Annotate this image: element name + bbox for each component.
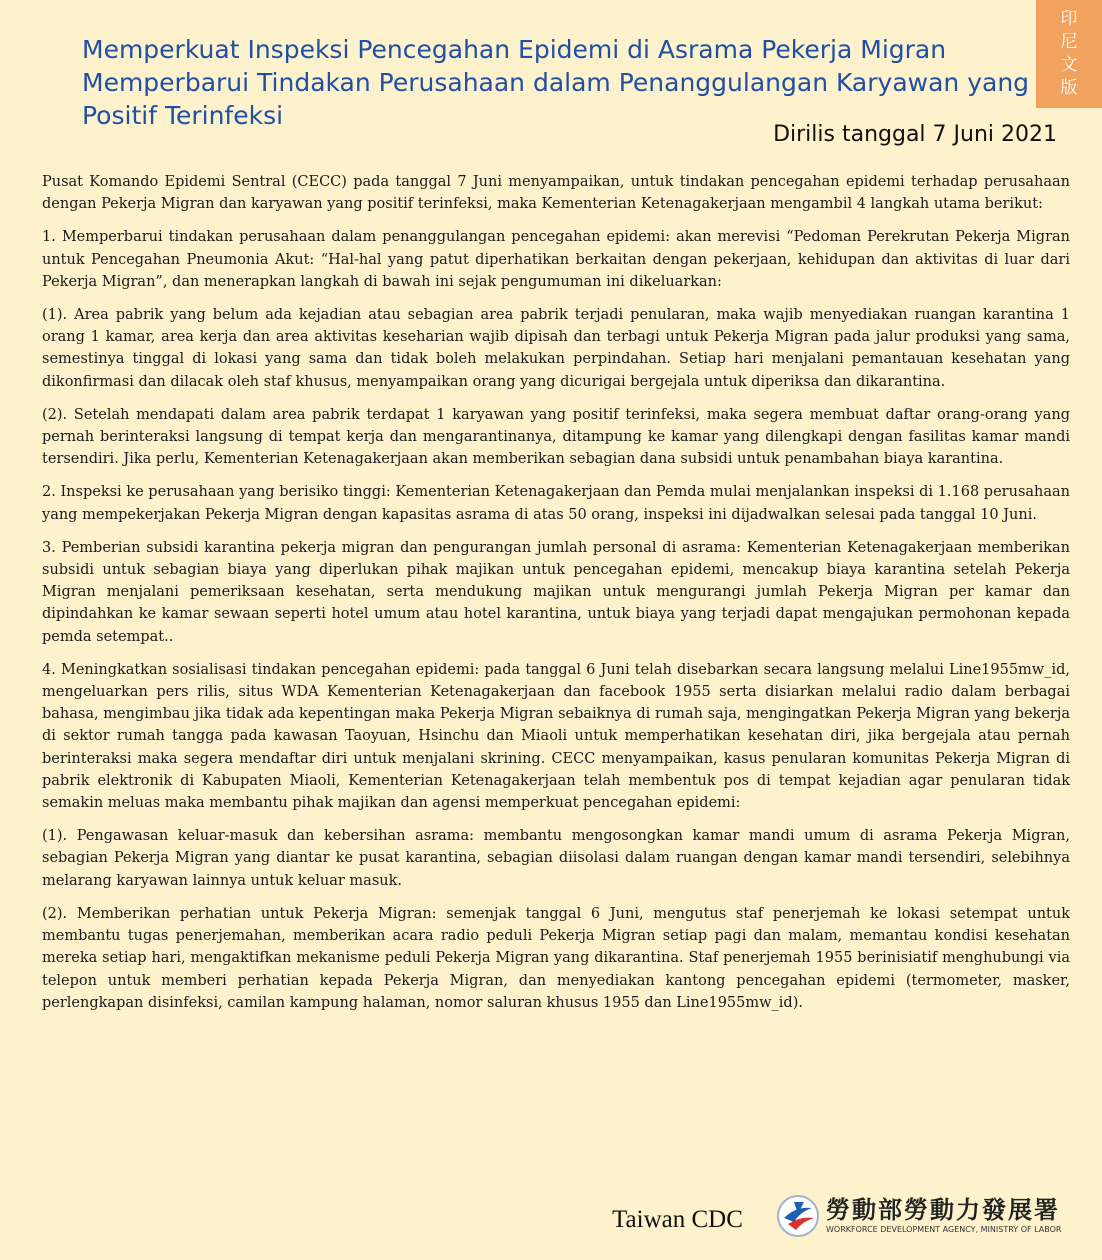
release-date: Dirilis tanggal 7 Juni 2021 [773, 122, 1057, 147]
title-line: Memperkuat Inspeksi Pencegahan Epidemi di Asrama Pekerja Migran [82, 35, 947, 64]
language-tag-char: 文 [1060, 55, 1078, 75]
language-tag-char: 尼 [1060, 32, 1078, 52]
agency-name-en: WORKFORCE DEVELOPMENT AGENCY, MINISTRY OF LABOR [826, 1225, 1062, 1234]
taiwan-cdc-logo: Taiwan CDC [612, 1206, 743, 1233]
language-tag-char: 印 [1060, 9, 1078, 29]
body-paragraph: 4. Meningkatkan sosialisasi tindakan pencegahan epidemi: pada tanggal 6 Juni telah disebarkan secara langsung melalui Line1955mw_id, mengeluarkan pers rilis, situs WDA Kementerian Ketenagakerjaan dan facebook 1955 serta disiarkan melalui radio dalam berbagai bahasa, mengimbau jika tidak ada kepentingan maka Pekerja Migran sebaiknya di rumah saja, mengingatkan Pekerja Migran yang bekerja di sektor rumah tangga pada kawasan Taoyuan, Hsinchu dan Miaoli untuk memperhatikan kesehatan diri, jika bergejala atau pernah berinteraksi maka segera mendaftar diri untuk menjalani skrining. CECC menyampaikan, kasus penularan komunitas Pekerja Migran di pabrik elektronik di Kabupaten Miaoli, Kementerian Ketenagakerjaan telah membentuk pos di tempat kejadian agar penularan tidak semakin meluas maka membantu pihak majikan dan agensi memperkuat pencegahan epidemi: [42, 661, 1070, 812]
agency-name-zh: 勞動部勞動力發展署 [826, 1196, 1060, 1224]
wda-emblem-icon [776, 1194, 820, 1238]
body-paragraph: 2. Inspeksi ke perusahaan yang berisiko tinggi: Kementerian Ketenagakerjaan dan Pemda mulai menjalankan inspeksi di 1.168 perusahaan yang mempekerjakan Pekerja Migran dengan kapasitas asrama di atas 50 orang, inspeksi ini dijadwalkan selesai pada tanggal 10 Juni. [42, 484, 1070, 523]
body-paragraph: (2). Setelah mendapati dalam area pabrik terdapat 1 karyawan yang positif terinfeksi, maka segera membuat daftar orang-orang yang pernah berinteraksi langsung di tempat kerja dan mengarantinanya, ditampung ke kamar yang dilengkapi dengan fasilitas kamar mandi tersendiri. Jika perlu, Kementerian Ketenagakerjaan akan memberikan sebagian dana subsidi untuk penambahan biaya karantina. [42, 406, 1070, 468]
body-paragraph: 3. Pemberian subsidi karantina pekerja migran dan pengurangan jumlah personal di asrama: Kementerian Ketenagakerjaan memberikan subsidi untuk sebagian biaya yang diperlukan pihak majikan untuk pencegahan epidemi, mencakup biaya karantina setelah Pekerja Migran menjalani pemeriksaan kesehatan, serta mendukung majikan untuk mengurangi jumlah Pekerja Migran per kamar dan dipindahkan ke kamar sewaan seperti hotel umum atau hotel karantina, untuk biaya yang terjadi dapat mengajukan permohonan kepada pemda setempat.. [42, 539, 1070, 645]
wda-logo [776, 1190, 1061, 1242]
body-paragraph: 1. Memperbarui tindakan perusahaan dalam penanggulangan pencegahan epidemi: akan merevisi “Pedoman Perekrutan Pekerja Migran untuk Pencegahan Pneumonia Akut: “Hal-hal yang patut diperhatikan berkaitan dengan pekerjaan, kehidupan dan aktivitas di luar dari Pekerja Migran”, dan menerapkan langkah di bawah ini sejak pengumuman ini dikeluarkan: [42, 229, 1070, 290]
body-paragraph: (2). Memberikan perhatian untuk Pekerja Migran: semenjak tanggal 6 Juni, mengutus staf penerjemah ke lokasi setempat untuk membantu tugas penerjemahan, memberikan acara radio peduli Pekerja Migran setiap pagi dan malam, memantau kondisi kesehatan mereka setiap hari, mengaktifkan mekanisme peduli Pekerja Migran yang dikarantina. Staf penerjemah 1955 berinisiatif menghubungi via telepon untuk memberi perhatian kepada Pekerja Migran, dan menyediakan kantong pencegahan epidemi (termometer, masker, perlengkapan disinfeksi, camilan kampung halaman, nomor saluran khusus 1955 dan Line1955mw_id). [42, 905, 1070, 1011]
body-paragraph: (1). Pengawasan keluar-masuk dan kebersihan asrama: membantu mengosongkan kamar mandi umum di asrama Pekerja Migran, sebagian Pekerja Migran yang diantar ke pusat karantina, sebagian diisolasi dalam ruangan dengan kamar mandi tersendiri, selebihnya melarang karyawan lainnya untuk keluar masuk. [42, 828, 1070, 889]
title-line: Positif Terinfeksi [82, 101, 284, 130]
document-body [42, 171, 1070, 1025]
language-tag-char: 版 [1060, 78, 1078, 98]
language-tag [1036, 0, 1102, 108]
document-title [82, 33, 1030, 132]
intro-paragraph: Pusat Komando Epidemi Sentral (CECC) pada tanggal 7 Juni menyampaikan, untuk tindakan pencegahan epidemi terhadap perusahaan dengan Pekerja Migran dan karyawan yang positif terinfeksi, maka Kementerian Ketenagakerjaan mengambil 4 langkah utama berikut: [42, 174, 1070, 213]
title-line: Memperbarui Tindakan Perusahaan dalam Penanggulangan Karyawan yang [82, 68, 1030, 97]
body-paragraph: (1). Area pabrik yang belum ada kejadian atau sebagian area pabrik terjadi penularan, maka wajib menyediakan ruangan karantina 1 orang 1 kamar, area kerja dan area aktivitas keseharian wajib dipisah dan terbagi untuk Pekerja Migran pada jalur produksi yang sama, semestinya tinggal di lokasi yang sama dan tidak boleh melakukan perpindahan. Setiap hari menjalani pemantauan kesehatan yang dikonfirmasi dan dilacak oleh staf khusus, menyampaikan orang yang dicurigai bergejala untuk diperiksa dan dikarantina. [42, 307, 1070, 390]
